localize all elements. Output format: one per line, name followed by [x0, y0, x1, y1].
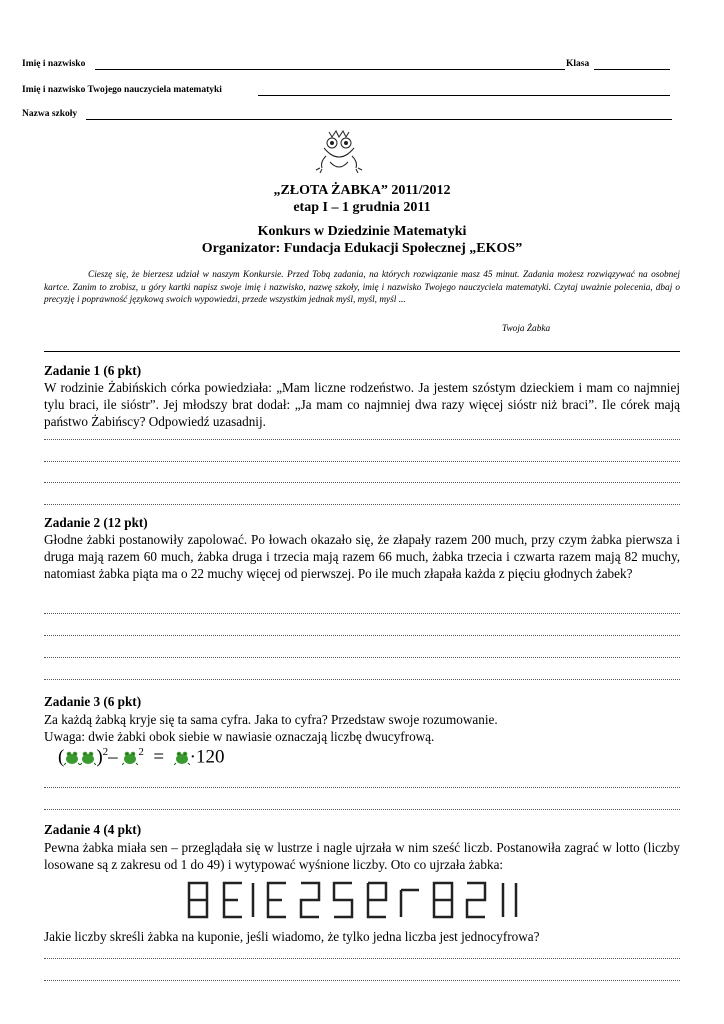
mirrored-numbers-image: [186, 880, 531, 920]
teacher-field[interactable]: [258, 95, 670, 96]
equation-exponent-2: 2: [138, 746, 144, 758]
answer-line[interactable]: [44, 787, 680, 788]
equation-minus: –: [108, 746, 118, 768]
answer-line[interactable]: [44, 439, 680, 440]
organizer: Organizator: Fundacja Edukacji Społecznej „EKOS”: [201, 241, 523, 256]
equation-multiplier: ·120: [189, 746, 225, 768]
task3-text-1: Za każdą żabką kryje się ta sama cyfra. Jaka to cyfra? Przedstaw swoje rozumowanie.: [44, 712, 498, 727]
frog-icon: [64, 750, 80, 765]
contest-title: „ZŁOTA ŻABKA” 2011/2012: [273, 183, 451, 198]
task4-title: Zadanie 4 (4 pkt): [44, 822, 142, 837]
equation-exponent: 2: [102, 746, 109, 758]
task3-title: Zadanie 3 (6 pkt): [44, 694, 142, 709]
task2-title: Zadanie 2 (12 pkt): [44, 515, 148, 530]
task3-text-2: Uwaga: dwie żabki obok siebie w nawiasie oznaczają liczbę dwucyfrową.: [44, 729, 435, 744]
answer-line[interactable]: [44, 613, 680, 614]
stage-date: etap I – 1 grudnia 2011: [293, 200, 431, 215]
intro-text: Cieszę się, że bierzesz udział w naszym Konkursie. Przed Tobą zadania, na których rozwiązanie masz 45 minut. Zadania możesz rozwiązywać na osobnej kartce. Zanim to zrobisz, u góry kartki napisz swoje imię i nazwisko, nazwę szkoły, imię i nazwisko Twojego nauczyciela matematyki. Czytaj uważnie polecenia, dbaj o precyzję i poprawność językową swoich wypowiedzi, przede wszystkim jednak myśl, myśl, myśl ...: [44, 270, 680, 305]
answer-line[interactable]: [44, 958, 680, 959]
equation-equals: =: [153, 746, 165, 768]
answer-line[interactable]: [44, 679, 680, 680]
frog-icon: [80, 750, 96, 765]
answer-line[interactable]: [44, 461, 680, 462]
answer-line[interactable]: [44, 635, 680, 636]
answer-line[interactable]: [44, 657, 680, 658]
frog-equation: [58, 746, 224, 768]
school-field[interactable]: [86, 119, 672, 120]
section-divider: [44, 351, 680, 352]
name-label: Imię i nazwisko: [22, 59, 86, 69]
contest-subtitle: Konkurs w Dziedzinie Matematyki: [257, 224, 467, 239]
answer-line[interactable]: [44, 482, 680, 483]
intro-signature: Twoja Żabka: [502, 324, 551, 334]
task4-text: Pewna żabka miała sen – przeglądała się w lustrze i nagle ujrzała w nim sześć liczb. Postanowiła zagrać w lotto (liczby losowane są z zakresu od 1 do 49) i wytypować wyśnione liczby. Oto co ujrzała żabka:: [44, 840, 680, 872]
class-field[interactable]: [594, 69, 670, 70]
school-label: Nazwa szkoły: [22, 109, 78, 119]
task2-text: Głodne żabki postanowiły zapolować. Po łowach okazało się, że złapały razem 200 much, przy czym żabka pierwsza i druga mają razem 60 much, żabka druga i trzecia mają razem 66 much, żabka trzecia i czwarta razem mają 82 muchy, natomiast żabka piąta ma o 22 muchy więcej od pierwszej. Po ile much złapała każda z pięciu głodnych żabek?: [44, 532, 680, 581]
task4-question: Jakie liczby skreśli żabka na kuponie, jeśli wiadomo, że tylko jedna liczba jest jednocyfrowa?: [44, 929, 540, 944]
answer-line[interactable]: [44, 980, 680, 981]
frog-logo: [314, 128, 364, 174]
answer-line[interactable]: [44, 809, 680, 810]
name-field[interactable]: [95, 69, 565, 70]
frog-icon: [174, 750, 190, 765]
task1-title: Zadanie 1 (6 pkt): [44, 363, 142, 378]
task1-text: W rodzinie Żabińskich córka powiedziała: „Mam liczne rodzeństwo. Ja jestem szóstym dzieckiem i mam co najmniej tylu braci, ile sióstr”. Jej młodszy brat dodał: „Ja mam co najmniej dwa razy więcej sióstr niż braci”. Ile córek mają państwo Żabińscy? Odpowiedź uzasadnij.: [44, 380, 680, 429]
equation-close-paren: ): [96, 746, 103, 768]
answer-line[interactable]: [44, 504, 680, 505]
class-label: Klasa: [566, 59, 590, 69]
equation-open-paren: (: [58, 746, 65, 768]
teacher-label: Imię i nazwisko Twojego nauczyciela matematyki: [22, 85, 222, 95]
frog-icon: [122, 750, 138, 765]
